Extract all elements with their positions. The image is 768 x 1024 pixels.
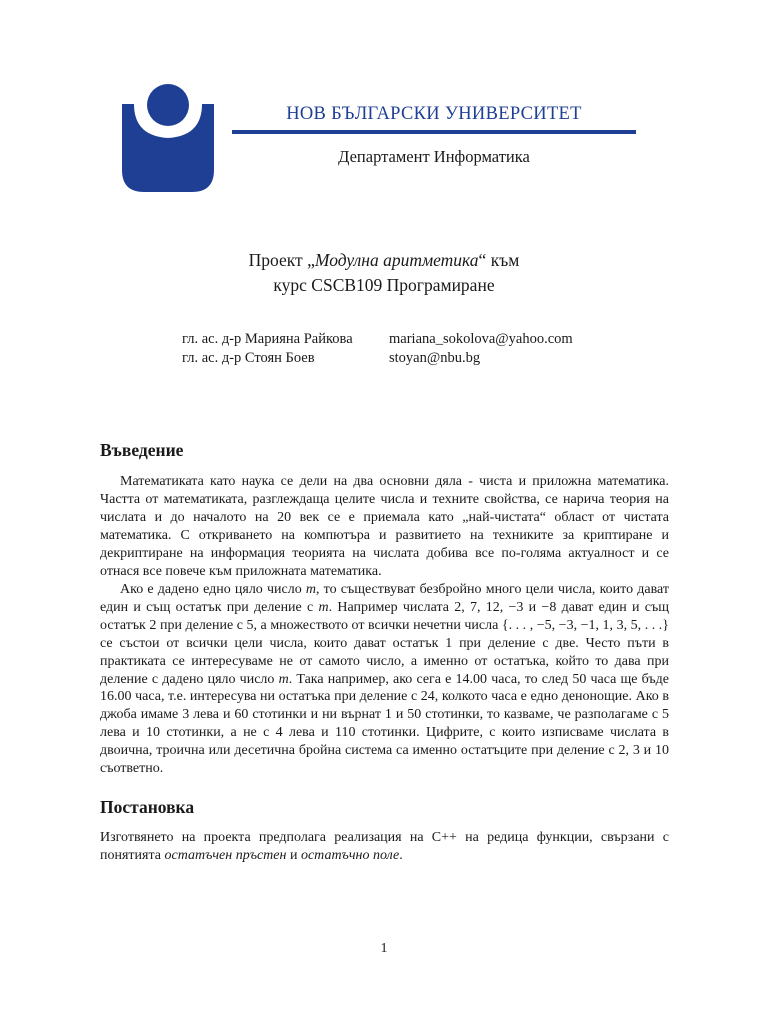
header-rule bbox=[232, 130, 636, 134]
logo-inner-circle bbox=[147, 84, 189, 126]
university-logo bbox=[122, 80, 214, 192]
author-row bbox=[182, 330, 573, 349]
page-number: 1 bbox=[380, 941, 388, 956]
term-residue-field: остатъчно поле bbox=[300, 847, 400, 863]
text-run: и bbox=[286, 847, 301, 863]
title-italic: Модулна аритметика bbox=[314, 250, 479, 270]
text-run: , то съществуват безбройно много цели числа, които дават един и същ остатък при деление с bbox=[100, 582, 669, 615]
setup-paragraph bbox=[100, 829, 669, 865]
text-run: . bbox=[399, 847, 403, 863]
section-heading-setup: Постановка bbox=[100, 797, 195, 817]
authors-block bbox=[182, 330, 573, 368]
text-run: Ако е дадено едно цяло число bbox=[120, 582, 306, 597]
author-name: гл. ас. д-р Стоян Боев bbox=[182, 350, 315, 366]
term-residue-ring: остатъчен пръстен bbox=[164, 847, 287, 863]
intro-paragraph-1: Математиката като наука се дели на два основни дяла - чиста и приложна математика. Частта от математиката, разглеждаща целите числа и техните свойства, се нарича теория на числата и до началото на 20 век се е приемала като „най-чистата“ област от чистата математика. С откриването на компютъра и развитието на техниките за криптиране и декриптиране на информация теорията на числата добива все по-голяма актуалност и се отнася все повече към приложната математика. bbox=[100, 474, 669, 579]
text-run: . Например числата 2, 7, 12, −3 и −8 дават един и същ остатък 2 при деление с 5, а множеството от всички нечетни числа {. . . , −5, −3, −1, 1, 3, 5, . . .} се състои от всички цели числа, които дават остатък 1 при деление с две. Често пъти в практиката се интересуваме не от самото число, а именно от остатъка, който то дава при деление с дадено цяло число bbox=[100, 599, 669, 687]
author-email: stoyan@nbu.bg bbox=[389, 350, 481, 366]
text-run: Изготвянето на проекта предполага реализация на C++ на редица функции, свързани с понятията bbox=[100, 830, 669, 863]
document-title-line2: курс CSCB109 Програмиране bbox=[273, 275, 495, 295]
author-name: гл. ас. д-р Марияна Райкова bbox=[182, 331, 353, 347]
math-var: m bbox=[278, 671, 289, 687]
department-name: Департамент Информатика bbox=[338, 147, 530, 166]
section-heading-intro: Въведение bbox=[100, 440, 184, 460]
author-email: mariana_sokolova@yahoo.com bbox=[389, 331, 573, 347]
document-title-line1 bbox=[0, 250, 768, 271]
title-prefix: Проект „ bbox=[248, 250, 315, 270]
title-suffix: “ към bbox=[478, 250, 520, 270]
author-row bbox=[182, 349, 573, 368]
math-var: m bbox=[305, 582, 316, 597]
text-run: . Така например, ако сега е 14.00 часа, то след 50 часа ще бъде 16.00 часа, т.е. интересува ни остатъка при деление с 24, колкото часа е едно денонощие. Ако в джоба имаме 3 лева и 60 стотинки и ни върнат 1 и 50 стотинки, то казваме, че разполагаме с 5 лева и 10 стотинки, а не с 4 лева и 110 стотинки. Цифрите, с които изписваме числата в двоична, троична или десетична бройна система са именно остатъците при деление с 2, 3 и 10 съответно. bbox=[100, 671, 669, 777]
math-var: m bbox=[318, 599, 329, 615]
intro-paragraph-2 bbox=[100, 581, 669, 778]
university-name: НОВ БЪЛГАРСКИ УНИВЕРСИТЕТ bbox=[286, 104, 582, 124]
